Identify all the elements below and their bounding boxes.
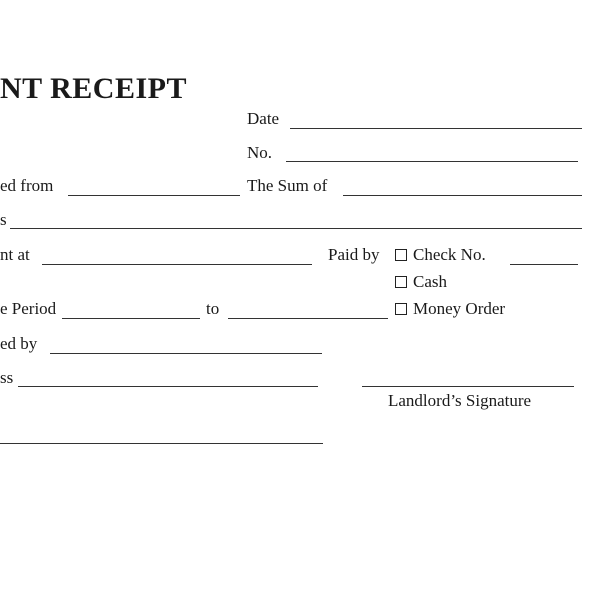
- address-label: ss: [0, 368, 14, 387]
- date-label: Date: [247, 109, 280, 128]
- cash-label: Cash: [413, 272, 447, 291]
- rent-at-label: nt at: [0, 245, 30, 264]
- check-no-label: Check No.: [413, 245, 486, 264]
- date-line[interactable]: [290, 128, 582, 129]
- money-order-label: Money Order: [413, 299, 506, 318]
- paid-by-label: Paid by: [328, 245, 380, 264]
- check-option: [395, 245, 486, 265]
- number-line[interactable]: [286, 161, 578, 162]
- cash-option: [395, 272, 447, 292]
- rent-at-line[interactable]: [42, 264, 312, 265]
- period-label: e Period: [0, 299, 57, 318]
- cash-checkbox[interactable]: [395, 276, 407, 288]
- period-from-line[interactable]: [62, 318, 200, 319]
- receipt-title: NT RECEIPT: [0, 72, 187, 105]
- period-to-label: to: [206, 299, 220, 318]
- money-order-option: [395, 299, 505, 319]
- received-by-line[interactable]: [50, 353, 322, 354]
- additional-line[interactable]: [0, 443, 323, 444]
- sum-of-line[interactable]: [343, 195, 582, 196]
- period-to-line[interactable]: [228, 318, 388, 319]
- check-checkbox[interactable]: [395, 249, 407, 261]
- landlord-signature-label: Landlord’s Signature: [388, 391, 532, 410]
- landlord-signature-line[interactable]: [362, 386, 574, 387]
- sum-of-label: The Sum of: [247, 176, 328, 195]
- for-label: s: [0, 210, 7, 229]
- received-by-label: ed by: [0, 334, 38, 353]
- received-from-label: ed from: [0, 176, 54, 195]
- address-line[interactable]: [18, 386, 318, 387]
- received-from-line[interactable]: [68, 195, 240, 196]
- number-label: No.: [247, 143, 273, 162]
- for-line[interactable]: [10, 228, 582, 229]
- money-order-checkbox[interactable]: [395, 303, 407, 315]
- check-no-line[interactable]: [510, 264, 578, 265]
